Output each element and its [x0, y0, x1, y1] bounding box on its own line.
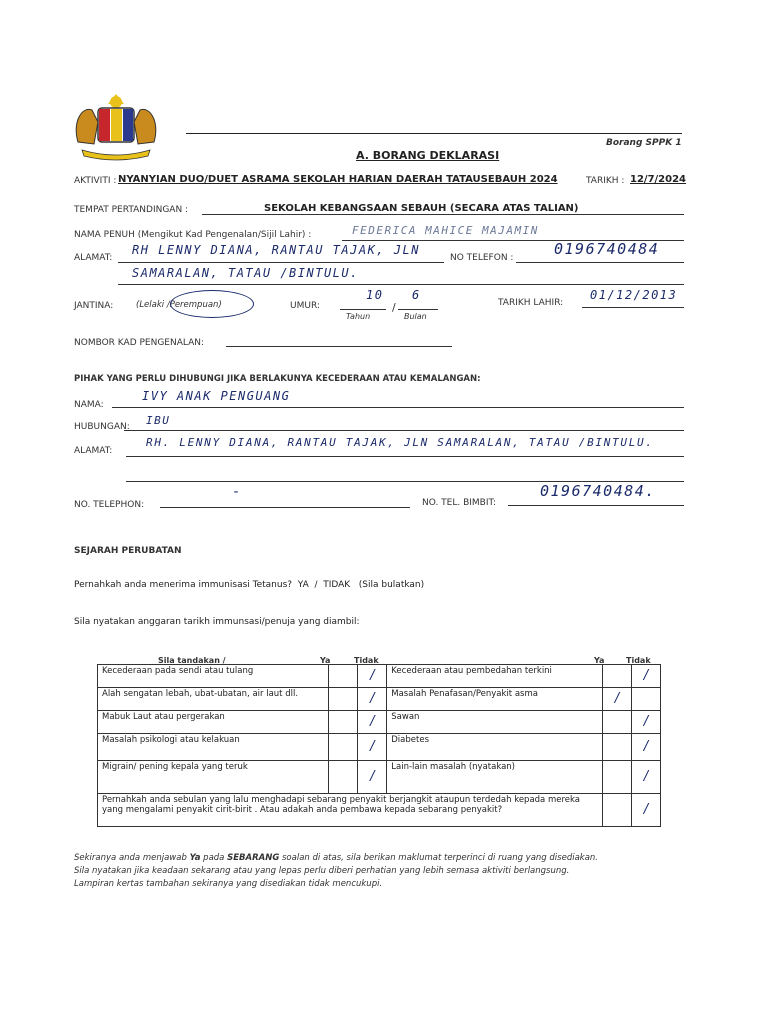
- yes-cell[interactable]: [329, 688, 358, 711]
- age-years-line: [340, 309, 386, 310]
- emergency-address-value: RH. LENNY DIANA, RANTAU TAJAK, JLN SAMARALAN, TATAU /BINTULU.: [146, 436, 654, 449]
- condition-label: Alah sengatan lebah, ubat-ubatan, air laut dll.: [98, 688, 329, 711]
- immunisation-dates-question: Sila nyatakan anggaran tarikh immunsasi/penuja yang diambil:: [74, 617, 360, 627]
- tick-mark: /: [370, 667, 375, 683]
- address-line1: RH LENNY DIANA, RANTAU TAJAK, JLN: [132, 243, 420, 257]
- no-cell[interactable]: [632, 665, 661, 688]
- yes-cell[interactable]: [603, 688, 632, 711]
- activity-date-value: 12/7/2024: [630, 174, 687, 185]
- age-years: 10: [366, 288, 384, 302]
- table-row: [98, 794, 661, 827]
- address-line1-rule: [118, 262, 444, 263]
- no-cell[interactable]: [632, 794, 661, 827]
- medical-heading: SEJARAH PERUBATAN: [74, 546, 182, 556]
- medical-history-table: [97, 664, 661, 827]
- relation-value: IBU: [146, 414, 171, 427]
- header-rule: [186, 133, 682, 134]
- condition-label: Masalah Penafasan/Penyakit asma: [387, 688, 603, 711]
- tick-mark: /: [370, 768, 375, 784]
- no-cell[interactable]: [358, 761, 387, 794]
- table-row: [98, 761, 661, 794]
- table-row: [98, 734, 661, 761]
- age-label: UMUR:: [290, 301, 320, 311]
- emergency-name-line: [112, 407, 684, 408]
- col-yes-header-left: Ya: [320, 656, 331, 665]
- condition-label: Kecederaan pada sendi atau tulang: [98, 665, 329, 688]
- col-no-header-right: Tidak: [626, 656, 651, 665]
- footer-note-1c: pada: [200, 853, 228, 863]
- tick-mark: /: [370, 690, 375, 706]
- col-mark-header: Sila tandakan /: [158, 656, 226, 665]
- emergency-name-label: NAMA:: [74, 400, 104, 410]
- mobile-line: [508, 505, 684, 506]
- emergency-heading: PIHAK YANG PERLU DIHUBUNGI JIKA BERLAKUNYA KECEDERAAN ATAU KEMALANGAN:: [74, 374, 481, 384]
- col-no-header-left: Tidak: [354, 656, 379, 665]
- gender-options: (Lelaki /Perempuan): [136, 300, 222, 310]
- no-cell[interactable]: [358, 734, 387, 761]
- yes-cell[interactable]: [603, 794, 632, 827]
- mobile-label: NO. TEL. BIMBIT:: [422, 498, 497, 508]
- footer-note-1: [74, 853, 598, 863]
- tick-mark: /: [643, 768, 649, 784]
- age-months-line: [398, 309, 438, 310]
- page-title: A. BORANG DEKLARASI: [356, 149, 500, 162]
- infectious-disease-question: Pernahkah anda sebulan yang lalu menghadapi sebarang penyakit berjangkit ataupun terdedah kepada mereka yang mengalami penyakit cirit-birit . Atau adakah anda pembawa kepada sebarang penyakit?: [98, 794, 603, 827]
- ic-line: [226, 346, 452, 347]
- activity-label: AKTIVITI :: [74, 176, 117, 186]
- phone-label: NO TELEFON :: [450, 253, 514, 263]
- mobile-value: 0196740484.: [540, 482, 656, 500]
- emergency-phone-label: NO. TELEPHON:: [74, 500, 145, 510]
- name-value: FEDERICA MAHICE MAJAMIN: [352, 224, 539, 237]
- coat-of-arms-logo: [68, 92, 164, 162]
- tick-mark: /: [370, 738, 375, 754]
- address-label: ALAMAT:: [74, 253, 113, 263]
- yes-cell[interactable]: [603, 711, 632, 734]
- years-label: Tahun: [346, 312, 371, 321]
- emergency-phone-line: [160, 507, 410, 508]
- venue-value: SEKOLAH KEBANGSAAN SEBAUH (SECARA ATAS TALIAN): [264, 203, 579, 214]
- no-cell[interactable]: [632, 711, 661, 734]
- footer-note-1b: Ya: [189, 853, 201, 863]
- tick-mark: /: [643, 713, 649, 729]
- address-line2: SAMARALAN, TATAU /BINTULU.: [132, 266, 359, 280]
- tetanus-question: Pernahkah anda menerima immunisasi Tetanus? YA / TIDAK (Sila bulatkan): [74, 580, 425, 590]
- tick-mark: /: [614, 690, 620, 706]
- dob-value: 01/12/2013: [590, 288, 678, 302]
- age-months: 6: [412, 288, 421, 302]
- tick-mark: /: [643, 667, 649, 683]
- gender-circle-mark: [170, 290, 254, 318]
- no-cell[interactable]: [358, 711, 387, 734]
- relation-line: [124, 430, 684, 431]
- activity-date-label: TARIKH :: [586, 176, 625, 186]
- emergency-address-line1: [126, 456, 684, 457]
- col-yes-header-right: Ya: [594, 656, 605, 665]
- venue-line: [202, 214, 684, 215]
- table-row: [98, 665, 661, 688]
- emergency-phone-value: -: [232, 484, 242, 500]
- condition-label: Diabetes: [387, 734, 603, 761]
- gender-label: JANTINA:: [74, 301, 114, 311]
- tick-mark: /: [643, 738, 649, 754]
- ic-label: NOMBOR KAD PENGENALAN:: [74, 338, 205, 348]
- activity-value: NYANYIAN DUO/DUET ASRAMA SEKOLAH HARIAN DAERAH TATAUSEBAUH 2024: [118, 174, 558, 185]
- no-cell[interactable]: [632, 688, 661, 711]
- relation-label: HUBUNGAN:: [74, 422, 130, 432]
- table-row: [98, 688, 661, 711]
- name-label: NAMA PENUH (Mengikut Kad Pengenalan/Sijil Lahir) :: [74, 230, 312, 240]
- yes-cell[interactable]: [329, 734, 358, 761]
- no-cell[interactable]: [358, 665, 387, 688]
- phone-line: [516, 262, 684, 263]
- footer-note-3: Lampiran kertas tambahan sekiranya yang disediakan tidak mencukupi.: [74, 879, 383, 889]
- address-line2-rule: [118, 284, 684, 285]
- yes-cell[interactable]: [603, 665, 632, 688]
- tick-mark: /: [370, 713, 375, 729]
- form-code: Borang SPPK 1: [606, 138, 682, 148]
- footer-note-2: Sila nyatakan jika keadaan sekarang atau yang lepas perlu diberi perhatian yang lebih semasa aktiviti berlangsung.: [74, 866, 570, 876]
- footer-note-1d: SEBARANG: [227, 853, 280, 863]
- condition-label: Mabuk Laut atau pergerakan: [98, 711, 329, 734]
- no-cell[interactable]: [358, 688, 387, 711]
- footer-note-1a: Sekiranya anda menjawab: [74, 853, 190, 863]
- yes-cell[interactable]: [329, 711, 358, 734]
- yes-cell[interactable]: [603, 734, 632, 761]
- tick-mark: /: [643, 801, 649, 817]
- dob-label: TARIKH LAHIR:: [498, 298, 564, 308]
- condition-label: Migrain/ pening kepala yang teruk: [98, 761, 329, 794]
- no-cell[interactable]: [632, 734, 661, 761]
- dob-line: [582, 307, 684, 308]
- condition-label: Lain-lain masalah (nyatakan): [387, 761, 603, 794]
- emergency-address-label: ALAMAT:: [74, 446, 113, 456]
- age-separator: /: [392, 301, 396, 314]
- condition-label: Kecederaan atau pembedahan terkini: [387, 665, 603, 688]
- yes-cell[interactable]: [329, 761, 358, 794]
- phone-value: 0196740484: [554, 240, 660, 258]
- venue-label: TEMPAT PERTANDINGAN :: [74, 205, 189, 215]
- no-cell[interactable]: [632, 761, 661, 794]
- footer-note-1e: soalan di atas, sila berikan maklumat terperinci di ruang yang disediakan.: [279, 853, 599, 863]
- yes-cell[interactable]: [329, 665, 358, 688]
- condition-label: Sawan: [387, 711, 603, 734]
- months-label: Bulan: [404, 312, 427, 321]
- table-row: [98, 711, 661, 734]
- yes-cell[interactable]: [603, 761, 632, 794]
- emergency-name-value: IVY ANAK PENGUANG: [142, 389, 291, 403]
- condition-label: Masalah psikologi atau kelakuan: [98, 734, 329, 761]
